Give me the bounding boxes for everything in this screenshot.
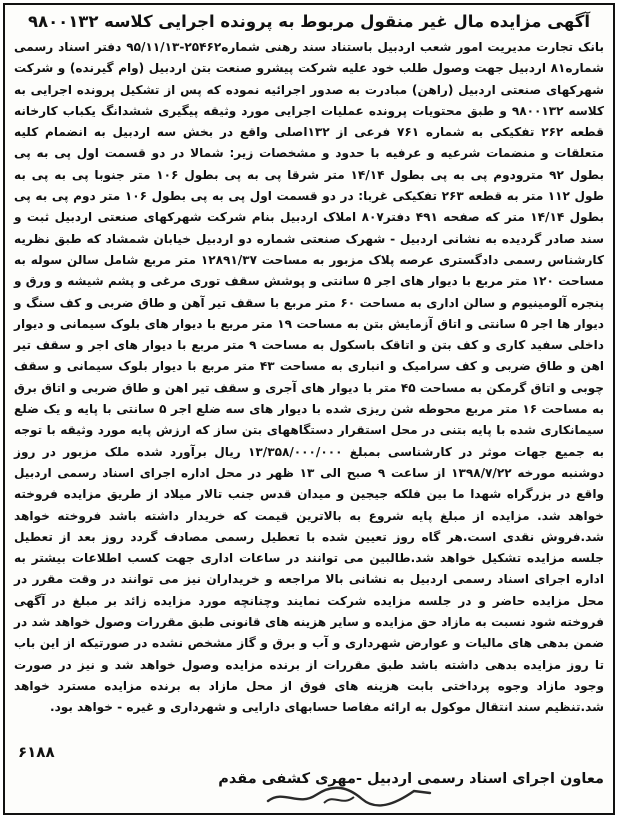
auction-notice bbox=[3, 3, 615, 815]
notice-footer bbox=[14, 743, 604, 807]
notice-body: بانک تجارت مدیریت امور شعب اردبیل باستناد سند رهنی شماره۲۵۴۶۲-۹۵/۱۱/۱۳ دفتر اسناد رسمی شماره۸۱ اردبیل جهت وصول طلب خود علیه شرکت پیشرو صنعت بتن اردبیل (وام گیرنده) و شرکت شهرکهای صنعتی اردبیل (راهن) مبادرت به صدور اجرائیه نموده که پس از تشکیل پرونده اجرایی به کلاسه ۹۸۰۰۱۳۲ و طبق محتویات پرونده عملیات اجرایی مورد وثیقه پیگیری ششدانگ یکباب کارخانه قطعه ۲۶۲ تفکیکی به شماره ۷۶۱ فرعی از ۱۳۲اصلی واقع در بخش سه اردبیل به انضمام کلیه متعلقات و منضمات شرعیه و عرفیه با حدود و مشخصات زیر: شمالا در دو قسمت اول پی به پی بطول ۹۲ مترودوم پی به پی بطول ۱۴/۱۴ متر شرقا پی به پی بطول ۱۰۶ متر جنوبا پی به پی به طول ۱۱۲ متر به قطعه ۲۶۳ تفکیکی غربا: در دو قسمت اول پی به پی بطول ۱۰۶ متر دوم پی به پی بطول ۱۴/۱۴ متر که صفحه ۴۹۱ دفتر۸۰۷ املاک اردبیل بنام شرکت شهرکهای صنعتی اردبیل ثبت و سند صادر گردیده به نشانی اردبیل - شهرک صنعتی شماره دو اردبیل خیابان شمشاد که طبق نظریه کارشناس رسمی دادگستری عرصه پلاک مزبور به مساحت ۱۲۸۹۱/۳۷ متر مربع شامل سالن سوله به مساحت ۱۲۰ متر مربع با دیوار های اجر ۵ سانتی و پوشش سقف توری مرغی و پشم شیشه و ورق و پنجره آلومینیوم و سالن اداری به مساحت ۶۰ متر مربع با سقف تیر آهن و طاق ضربی و کف سنگ و دیوار ها اجر ۵ سانتی و اتاق آزمایش بتن به مساحت ۱۹ متر مربع با دیوار های بلوک سیمانی و دیوار داخلی سفید کاری و کف بتن و اتاقک باسکول به مساحت ۹ متر مربع با دیوار های اجر و سقف تیر اهن و طاق ضربی و کف سرامیک و انباری به مساحت ۴۳ متر مربع با دیوار بلوک سیمانی و سقف چوبی و اتاق گرمکن به مساحت ۴۵ متر با دیوار های آجری و سقف تیر اهن و طاق ضربی و اتاق برق به مساحت ۱۶ متر مربع محوطه شن ریزی شده با دیوار های سه ضلع اجر ۵ سانتی با پایه و یک ضلع سیمانکاری شده با پایه بتنی در محل استقرار دستگاههای بتن ساز که ارزش پایه مورد وثیقه با توجه به جمیع جهات موثر در کارشناسی بمبلغ ۱۳/۳۵۸/۰۰۰/۰۰۰ ریال برآورد شده ملک مزبور در روز دوشنبه مورخه ۱۳۹۸/۷/۲۲ از ساعت ۹ صبح الی ۱۳ ظهر در محل اداره اجرای اسناد رسمی اردبیل واقع در بزرگراه شهدا ما بین فلکه جیجین و میدان قدس جنب تالار میلاد از طریق مزایده فروخته خواهد شد. مزایده از مبلغ پایه شروع به بالاترین قیمت که خریدار داشته باشد فروخته خواهد شد.فروش نقدی است.هر گاه روز تعیین شده با تعطیل رسمی مصادف گردد روز بعد از تعطیل جلسه مزایده تشکیل خواهد شد.طالبین می توانند در ساعات اداری جهت کسب اطلاعات بیشتر به اداره اجرای اسناد رسمی اردبیل به نشانی بالا مراجعه و خریداران نیز می توانند در وقت مقرر در محل مزایده حاضر و در جلسه مزایده شرکت نمایند وچنانچه مورد مزایده زائد بر مبلغ در آگهی فروخته شود نسبت به مازاد حق مزایده و سایر هزینه های قانونی طبق مقررات وصول خواهد شد در ضمن بدهی های مالیات و عوارض شهرداری و آب و برق و گاز مشخص نشده در صورتیکه از این باب تا روز مزایده بدهی داشته باشد طبق مقررات از برنده مزایده وصول خواهد شد و نیز در صورت وجود مازاد وجوه پرداختی بابت هزینه های فوق از محل مازاد به برنده مزایده مسترد خواهد شد.تنظیم سند انتقال موکول به ارائه مفاصا حسابهای دارایی و شهرداری و غیره - خواهد بود. bbox=[14, 40, 605, 715]
notice-title: آگهی مزایده مال غیر منقول مربوط به پرونده اجرایی کلاسه ۹۸۰۰۱۳۲ bbox=[27, 12, 591, 31]
handwritten-signature-icon bbox=[264, 783, 434, 809]
notice-code: ۶۱۸۸ bbox=[18, 743, 55, 761]
signature-line: معاون اجرای اسناد رسمی اردبیل -مهری کشفی مقدم bbox=[218, 771, 604, 787]
